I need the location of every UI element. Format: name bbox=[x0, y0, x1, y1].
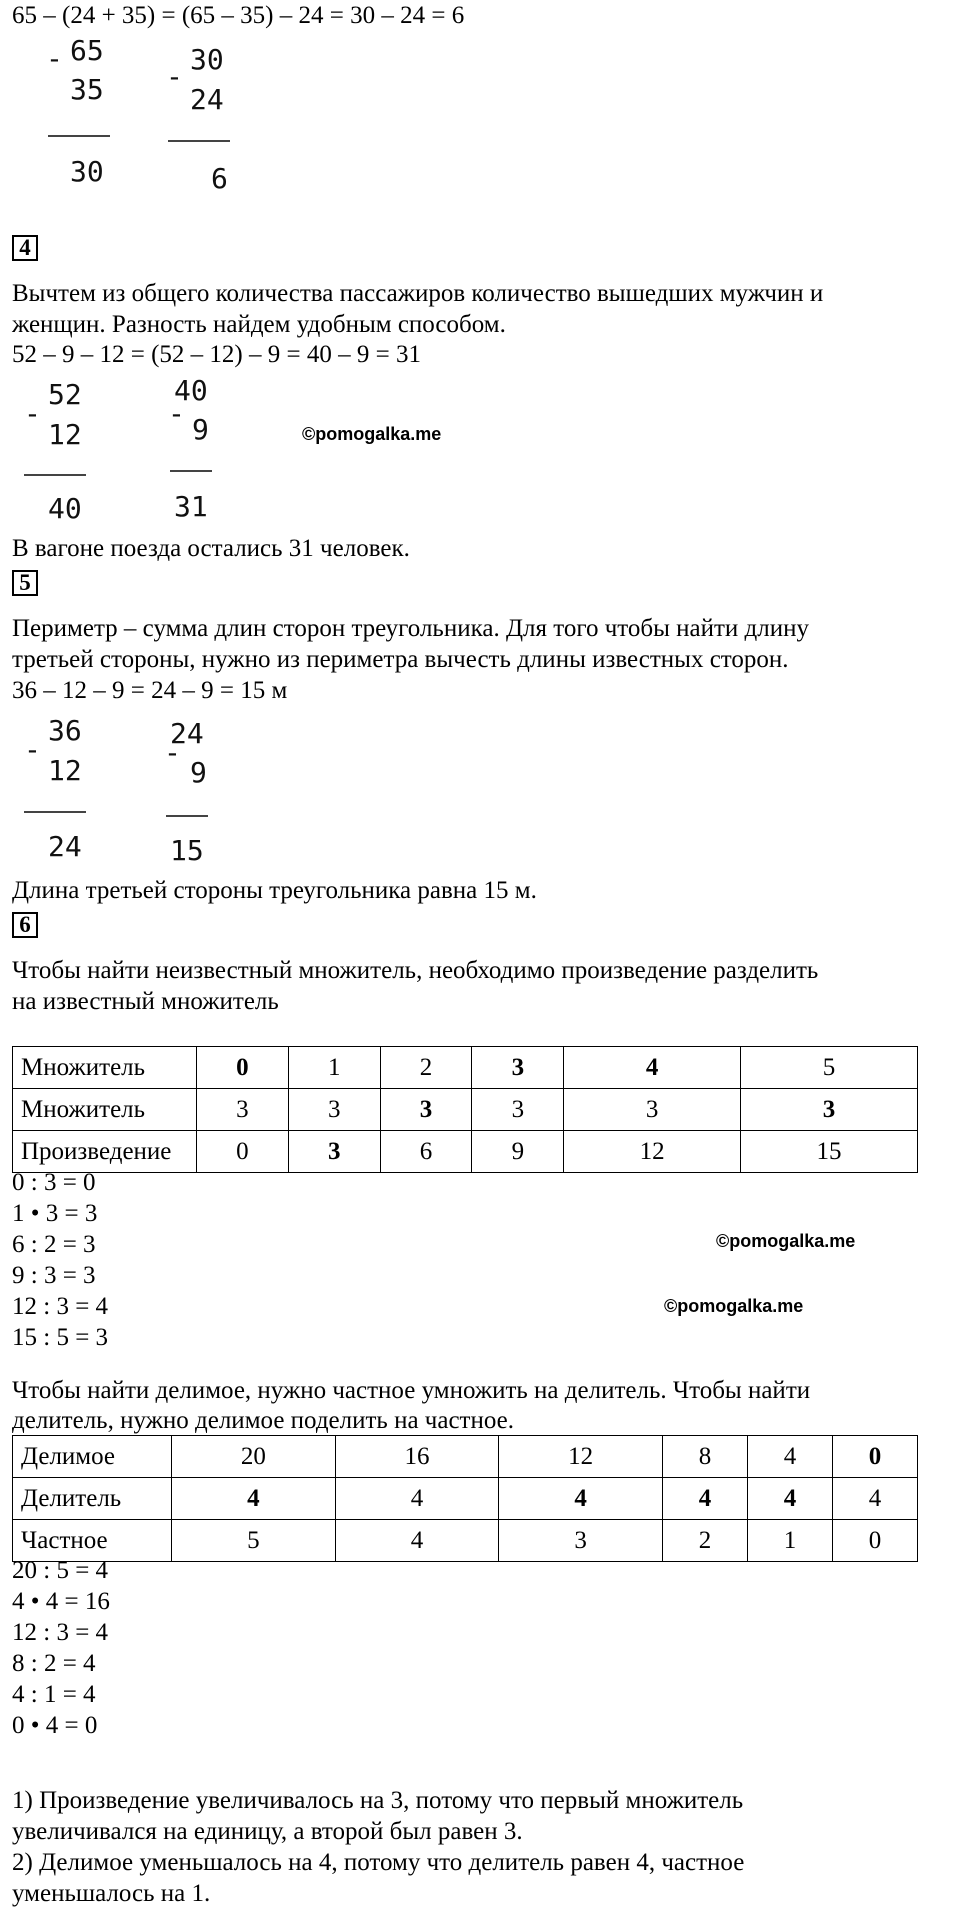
table-cell: 3 bbox=[197, 1089, 289, 1131]
minus-sign: - bbox=[24, 397, 41, 430]
minus-sign: - bbox=[46, 42, 63, 75]
table-cell: 12 bbox=[564, 1131, 741, 1173]
calculation-line: 4 : 1 = 4 bbox=[12, 1681, 96, 1708]
difference: 15 bbox=[170, 834, 204, 867]
table-cell: 3 bbox=[741, 1089, 918, 1131]
minuend: 24 bbox=[170, 717, 204, 750]
calculation-line: 1 • 3 = 3 bbox=[12, 1200, 98, 1227]
task6-text-line1: Чтобы найти неизвестный множитель, необходимо произведение разделить bbox=[12, 957, 819, 984]
conclusion-line: увеличивался на единицу, а второй был равен 3. bbox=[12, 1818, 523, 1845]
table-cell: 12 bbox=[499, 1436, 663, 1478]
calculation-line: 12 : 3 = 4 bbox=[12, 1619, 109, 1646]
result-line bbox=[168, 140, 230, 142]
minuend: 40 bbox=[174, 374, 208, 407]
table-cell: 3 bbox=[288, 1131, 380, 1173]
result-line bbox=[24, 474, 86, 476]
minuend: 36 bbox=[48, 714, 82, 747]
table-cell: 3 bbox=[380, 1089, 472, 1131]
table-cell: 4 bbox=[172, 1478, 336, 1520]
table-cell: 5 bbox=[741, 1047, 918, 1089]
result-line bbox=[24, 811, 86, 813]
row-label: Произведение bbox=[13, 1131, 197, 1173]
row-label: Множитель bbox=[13, 1089, 197, 1131]
conclusion-line: 1) Произведение увеличивалось на 3, потому что первый множитель bbox=[12, 1787, 744, 1814]
subtrahend: 35 bbox=[70, 73, 104, 106]
table-cell: 0 bbox=[832, 1520, 917, 1562]
task5-text-line1: Периметр – сумма длин сторон треугольника. Для того чтобы найти длину bbox=[12, 615, 810, 642]
conclusion-line: уменьшалось на 1. bbox=[12, 1880, 211, 1907]
row-label: Делитель bbox=[13, 1478, 172, 1520]
row-label: Делимое bbox=[13, 1436, 172, 1478]
table-row bbox=[13, 1478, 918, 1520]
table-cell: 4 bbox=[748, 1478, 833, 1520]
difference: 31 bbox=[174, 490, 208, 523]
table-cell: 5 bbox=[172, 1520, 336, 1562]
difference: 24 bbox=[48, 830, 82, 863]
table-cell: 4 bbox=[748, 1436, 833, 1478]
task4-text-line1: Вычтем из общего количества пассажиров количество вышедших мужчин и bbox=[12, 280, 824, 307]
table-row bbox=[13, 1089, 918, 1131]
table-cell: 9 bbox=[472, 1131, 564, 1173]
minus-sign: - bbox=[168, 397, 185, 430]
minus-sign: - bbox=[24, 733, 41, 766]
result-line bbox=[166, 815, 208, 817]
task4-equation: 52 – 9 – 12 = (52 – 12) – 9 = 40 – 9 = 31 bbox=[12, 341, 421, 368]
table-cell: 3 bbox=[499, 1520, 663, 1562]
table-cell: 2 bbox=[380, 1047, 472, 1089]
minuend: 30 bbox=[190, 43, 224, 76]
table-cell: 15 bbox=[741, 1131, 918, 1173]
minus-sign: - bbox=[166, 60, 183, 93]
division-table bbox=[12, 1435, 918, 1562]
table-row bbox=[13, 1436, 918, 1478]
subtrahend: 12 bbox=[48, 418, 82, 451]
subtrahend: 12 bbox=[48, 754, 82, 787]
difference: 6 bbox=[211, 162, 228, 195]
calculation-line: 12 : 3 = 4 bbox=[12, 1293, 109, 1320]
result-line bbox=[48, 135, 110, 137]
equation: 65 – (24 + 35) = (65 – 35) – 24 = 30 – 24 = 6 bbox=[12, 2, 465, 29]
table-cell: 4 bbox=[335, 1478, 499, 1520]
difference: 40 bbox=[48, 492, 82, 525]
minus-sign: - bbox=[164, 736, 181, 769]
table-cell: 4 bbox=[335, 1520, 499, 1562]
subtrahend: 9 bbox=[190, 756, 207, 789]
task-number-6: 6 bbox=[12, 912, 38, 938]
table-cell: 3 bbox=[564, 1089, 741, 1131]
table-row bbox=[13, 1131, 918, 1173]
watermark: ©pomogalka.me bbox=[664, 1296, 804, 1316]
multiplication-table bbox=[12, 1046, 918, 1173]
subtrahend: 24 bbox=[190, 83, 224, 116]
table-cell: 8 bbox=[663, 1436, 748, 1478]
table-cell: 3 bbox=[472, 1047, 564, 1089]
table-cell: 1 bbox=[748, 1520, 833, 1562]
calculation-line: 0 • 4 = 0 bbox=[12, 1712, 98, 1739]
table-cell: 0 bbox=[197, 1131, 289, 1173]
table-row bbox=[13, 1047, 918, 1089]
calculation-line: 6 : 2 = 3 bbox=[12, 1231, 96, 1258]
minuend: 65 bbox=[70, 34, 104, 67]
row-label: Частное bbox=[13, 1520, 172, 1562]
task5-equation: 36 – 12 – 9 = 24 – 9 = 15 м bbox=[12, 677, 288, 704]
task4-text-line2: женщин. Разность найдем удобным способом. bbox=[12, 311, 506, 338]
table-cell: 3 bbox=[288, 1089, 380, 1131]
task5-answer: Длина третьей стороны треугольника равна 15 м. bbox=[12, 877, 537, 904]
task6-text2-line1: Чтобы найти делимое, нужно частное умножить на делитель. Чтобы найти bbox=[12, 1377, 811, 1404]
minuend: 52 bbox=[48, 378, 82, 411]
row-label: Множитель bbox=[13, 1047, 197, 1089]
table-cell: 4 bbox=[832, 1478, 917, 1520]
table-row bbox=[13, 1520, 918, 1562]
table-cell: 16 bbox=[335, 1436, 499, 1478]
calculation-line: 20 : 5 = 4 bbox=[12, 1557, 109, 1584]
table-cell: 0 bbox=[832, 1436, 917, 1478]
task5-text-line2: третьей стороны, нужно из периметра вычесть длины известных сторон. bbox=[12, 646, 789, 673]
task-number-4: 4 bbox=[12, 235, 38, 261]
table-cell: 3 bbox=[472, 1089, 564, 1131]
task6-text-line2: на известный множитель bbox=[12, 988, 279, 1015]
calculation-line: 0 : 3 = 0 bbox=[12, 1169, 96, 1196]
task-number-5: 5 bbox=[12, 570, 38, 596]
result-line bbox=[170, 470, 212, 472]
subtrahend: 9 bbox=[192, 413, 209, 446]
task4-answer: В вагоне поезда остались 31 человек. bbox=[12, 535, 410, 562]
table-cell: 4 bbox=[564, 1047, 741, 1089]
table-cell: 4 bbox=[663, 1478, 748, 1520]
table-cell: 6 bbox=[380, 1131, 472, 1173]
task6-text2-line2: делитель, нужно делимое поделить на частное. bbox=[12, 1407, 515, 1434]
calculation-line: 4 • 4 = 16 bbox=[12, 1588, 110, 1615]
watermark: ©pomogalka.me bbox=[302, 424, 442, 444]
table-cell: 2 bbox=[663, 1520, 748, 1562]
table-cell: 4 bbox=[499, 1478, 663, 1520]
calculation-line: 15 : 5 = 3 bbox=[12, 1324, 109, 1351]
calculation-line: 8 : 2 = 4 bbox=[12, 1650, 96, 1677]
watermark: ©pomogalka.me bbox=[716, 1231, 856, 1251]
table-cell: 0 bbox=[197, 1047, 289, 1089]
conclusion-line: 2) Делимое уменьшалось на 4, потому что делитель равен 4, частное bbox=[12, 1849, 745, 1876]
table-cell: 20 bbox=[172, 1436, 336, 1478]
calculation-line: 9 : 3 = 3 bbox=[12, 1262, 96, 1289]
table-cell: 1 bbox=[288, 1047, 380, 1089]
difference: 30 bbox=[70, 155, 104, 188]
